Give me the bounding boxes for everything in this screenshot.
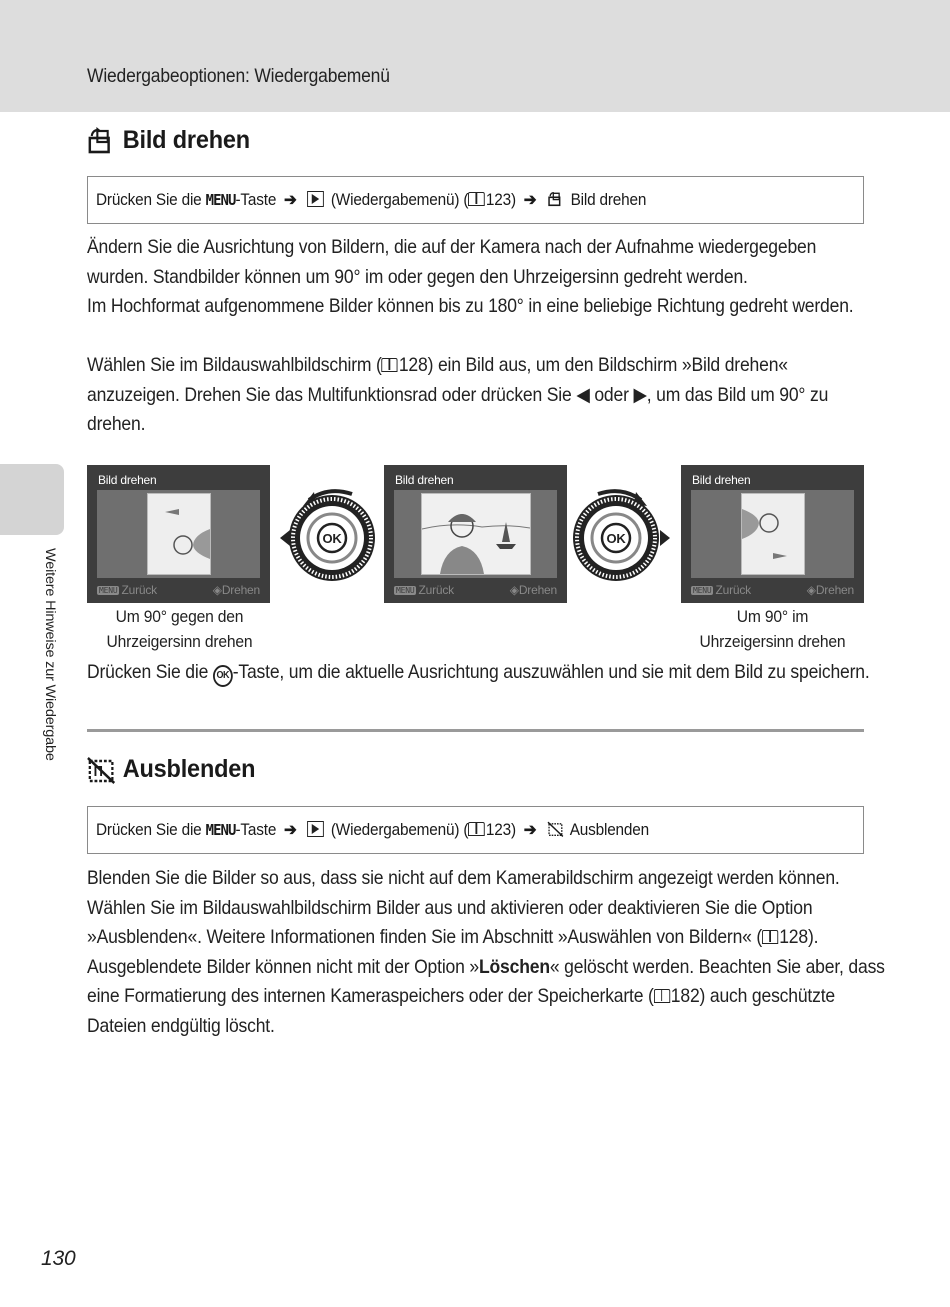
- nav-item: Ausblenden: [569, 821, 649, 839]
- caption-cw: Um 90° im Uhrzeigersinn drehen: [699, 607, 846, 651]
- hide-image-icon: [547, 821, 564, 837]
- left-arrow-icon: ◀: [576, 383, 590, 406]
- section-title-rotate: [87, 126, 250, 155]
- nav-page-ref: 123): [485, 191, 516, 209]
- nav-taste: -Taste: [235, 191, 277, 209]
- menu-path-box: [87, 176, 864, 224]
- menu-key-label: MENU: [205, 821, 236, 839]
- text-line: »Ausblenden«. Weitere Informationen finden Sie im Abschnitt »Auswählen von Bildern« ( 128).: [87, 926, 819, 948]
- text-line: drehen.: [87, 413, 146, 435]
- page-reference-icon: [468, 192, 485, 206]
- screen-image-area: [691, 490, 854, 578]
- nav-item: Bild drehen: [570, 191, 647, 209]
- screen-title: Bild drehen: [98, 473, 157, 487]
- multi-selector-icon: ◈: [509, 583, 519, 597]
- section-title-text: Bild drehen: [122, 126, 250, 154]
- text-line: Ausgeblendete Bilder können nicht mit der Option »Löschen« gelöscht werden. Beachten Sie aber, dass: [87, 955, 885, 978]
- text-line: Im Hochformat aufgenommene Bilder können bis zu 180° in eine beliebige Richtung gedreht werden.: [87, 295, 854, 317]
- landscape-photo-icon: [422, 494, 530, 574]
- nav-taste: -Taste: [235, 821, 277, 839]
- menu-key-icon: MENU: [99, 586, 118, 595]
- rotate-label: Drehen: [518, 583, 557, 597]
- rotate-label: Drehen: [221, 583, 260, 597]
- playback-icon: [307, 821, 324, 837]
- nav-menu-name: (Wiedergabemenü) (: [330, 191, 469, 209]
- back-label: Zurück: [418, 583, 454, 597]
- page-reference-icon: [762, 930, 778, 944]
- page-reference-icon: [468, 822, 485, 836]
- menu-path-box: [87, 806, 864, 854]
- photo-thumbnail: [147, 493, 211, 575]
- camera-screen-ccw: [87, 465, 270, 603]
- section-divider: [87, 729, 864, 732]
- photo-thumbnail: [421, 493, 531, 575]
- playback-icon: [307, 191, 324, 207]
- multi-selector-icon: ◈: [806, 583, 816, 597]
- arrow-right-icon: ➔: [283, 821, 297, 839]
- svg-text:OK: OK: [606, 531, 626, 546]
- intro-paragraph: [87, 233, 877, 322]
- screen-footer: [97, 583, 260, 597]
- rotate-image-icon: [87, 127, 115, 155]
- text-line: Dateien endgültig löscht.: [87, 1014, 275, 1037]
- page-reference-icon: [382, 358, 398, 372]
- text-line: anzuzeigen. Drehen Sie das Multifunktionsrad oder drücken Sie ◀ oder ▶, um das Bild um 90° zu: [87, 383, 829, 406]
- ok-button-icon: OK: [213, 665, 233, 687]
- chapter-label: Weitere Hinweise zur Wiedergabe: [42, 548, 58, 761]
- portrait-photo-icon: [148, 494, 210, 574]
- back-label: Zurück: [715, 583, 751, 597]
- hide-paragraph: [87, 864, 885, 1041]
- menu-key-icon: MENU: [396, 586, 415, 595]
- portrait-photo-icon: [742, 494, 804, 574]
- arrow-right-icon: ➔: [283, 191, 297, 209]
- multi-selector-dial-right: [564, 478, 674, 588]
- arrow-right-icon: ➔: [523, 191, 537, 209]
- screen-footer: [691, 583, 854, 597]
- confirm-paragraph: [87, 658, 877, 688]
- screen-footer: [394, 583, 557, 597]
- camera-screen-original: [384, 465, 567, 603]
- rotate-image-icon: [547, 191, 564, 207]
- photo-thumbnail: [741, 493, 805, 575]
- option-name-delete: Löschen: [478, 955, 550, 978]
- menu-key-label: MENU: [205, 191, 236, 209]
- menu-key-icon: MENU: [693, 586, 712, 595]
- screen-image-area: [394, 490, 557, 578]
- nav-prefix: Drücken Sie die: [96, 191, 202, 209]
- nav-page-ref: 123): [485, 821, 516, 839]
- text-line: Wählen Sie im Bildauswahlbildschirm ( 128) ein Bild aus, um den Bildschirm »Bild drehen«: [87, 354, 788, 376]
- text-line: eine Formatierung des internen Kameraspeichers oder der Speicherkarte ( 182) auch geschützte: [87, 985, 835, 1007]
- text-line: Wählen Sie im Bildauswahlbildschirm Bilder aus und aktivieren oder deaktivieren Sie die Option: [87, 896, 813, 919]
- multi-selector-icon: ◈: [212, 583, 222, 597]
- back-label: Zurück: [121, 583, 157, 597]
- rotate-label: Drehen: [815, 583, 854, 597]
- text-line: wurden. Standbilder können um 90° im oder gegen den Uhrzeigersinn gedreht werden.: [87, 265, 748, 288]
- instructions-paragraph: [87, 351, 877, 440]
- nav-prefix: Drücken Sie die: [96, 821, 202, 839]
- text-line: Blenden Sie die Bilder so aus, dass sie nicht auf dem Kamerabildschirm angezeigt werden können.: [87, 867, 840, 889]
- nav-menu-name: (Wiedergabemenü) (: [330, 821, 469, 839]
- page-reference-icon: [654, 989, 670, 1003]
- hide-image-icon: [87, 756, 115, 784]
- text-line: Drücken Sie die OK -Taste, um die aktuelle Ausrichtung auszuwählen und sie mit dem Bild zu speichern.: [87, 658, 798, 688]
- section-title-text: Ausblenden: [122, 755, 256, 783]
- screen-title: Bild drehen: [395, 473, 454, 487]
- multi-selector-dial-left: [276, 478, 386, 588]
- arrow-right-icon: ➔: [523, 821, 537, 839]
- caption-ccw: Um 90° gegen den Uhrzeigersinn drehen: [106, 607, 253, 651]
- svg-text:OK: OK: [322, 531, 342, 546]
- section-title-hide: [87, 755, 255, 784]
- screen-image-area: [97, 490, 260, 578]
- text-line: Ändern Sie die Ausrichtung von Bildern, die auf der Kamera nach der Aufnahme wiedergegeben: [87, 236, 817, 258]
- screen-title: Bild drehen: [692, 473, 751, 487]
- camera-screen-cw: [681, 465, 864, 603]
- page-header: [0, 0, 950, 112]
- header-title: Wiedergabeoptionen: Wiedergabemenü: [87, 66, 390, 87]
- chapter-tab: [0, 464, 64, 535]
- right-arrow-icon: ▶: [633, 383, 647, 406]
- page-number: 130: [41, 1247, 76, 1270]
